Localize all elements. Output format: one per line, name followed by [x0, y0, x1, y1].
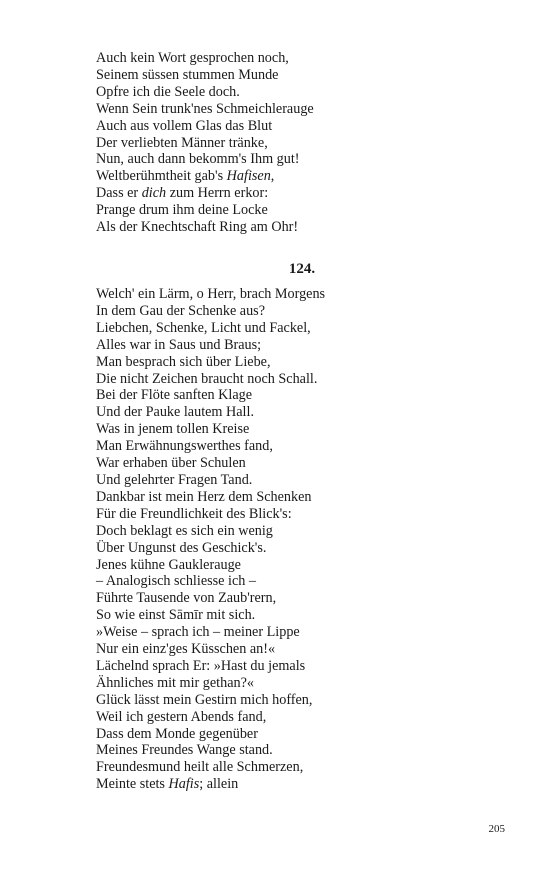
- verse-text: Und gelehrter Fragen Tand.: [96, 471, 253, 488]
- verse-line: [96, 641, 496, 658]
- verse-text: Alles war in Saus und Braus;: [96, 336, 262, 353]
- verse-line: [96, 438, 496, 455]
- verse-line: [96, 67, 496, 84]
- verse-text: ,: [270, 168, 275, 185]
- verse-line: [96, 219, 496, 236]
- verse-line: [96, 404, 496, 421]
- verse-line: [96, 607, 496, 624]
- verse-text: Dass er: [96, 185, 142, 202]
- verse-text: Wenn Sein trunk'nes Schmeichlerauge: [96, 100, 314, 117]
- verse-text: Bei der Flöte sanften Klage: [96, 387, 253, 404]
- verse-text: – Analogisch schliesse ich –: [96, 573, 256, 590]
- verse-line: [96, 742, 496, 759]
- verse-line: [96, 590, 496, 607]
- verse-line: [96, 523, 496, 540]
- verse-line: [96, 692, 496, 709]
- italic-text: Hafis: [168, 776, 200, 793]
- verse-text: zum Herrn erkor:: [166, 185, 269, 202]
- verse-line: [96, 135, 496, 152]
- verse-text: So wie einst Sāmīr mit sich.: [96, 607, 256, 624]
- verse-text: Glück lässt mein Gestirn mich hoffen,: [96, 691, 313, 708]
- verse-line: [96, 506, 496, 523]
- verse-line: [96, 354, 496, 371]
- verse-line: [96, 472, 496, 489]
- verse-text: Auch aus vollem Glas das Blut: [96, 117, 273, 134]
- verse-text: Nun, auch dann bekomm's Ihm gut!: [96, 151, 300, 168]
- verse-text: Nur ein einz'ges Küsschen an!«: [96, 641, 276, 658]
- verse-line: [96, 624, 496, 641]
- verse-text: Man besprach sich über Liebe,: [96, 353, 271, 370]
- verse-line: [96, 50, 496, 67]
- verse-text: Was in jenem tollen Kreise: [96, 421, 250, 438]
- verse-text: Prange drum ihm deine Locke: [96, 202, 268, 219]
- verse-text: Für die Freundlichkeit des Blick's:: [96, 505, 292, 522]
- verse-line: [96, 101, 496, 118]
- verse-text: ; allein: [199, 776, 239, 793]
- verse-text: War erhaben über Schulen: [96, 455, 246, 472]
- verse-line: [96, 185, 496, 202]
- poem-124-text: [96, 286, 496, 793]
- verse-text: Der verliebten Männer tränke,: [96, 134, 268, 151]
- verse-line: [96, 337, 496, 354]
- italic-text: Hafisen: [226, 168, 271, 185]
- verse-text: Dankbar ist mein Herz dem Schenken: [96, 488, 312, 505]
- verse-line: [96, 658, 496, 675]
- verse-text: In dem Gau der Schenke aus?: [96, 302, 266, 319]
- verse-text: Dass dem Monde gegenüber: [96, 725, 258, 742]
- verse-text: Man Erwähnungswerthes fand,: [96, 438, 273, 455]
- verse-text: Opfre ich die Seele doch.: [96, 83, 240, 100]
- verse-text: Freundesmund heilt alle Schmerzen,: [96, 759, 304, 776]
- verse-line: [96, 320, 496, 337]
- verse-text: Ähnliches mit mir gethan?«: [96, 674, 254, 691]
- verse-line: [96, 489, 496, 506]
- verse-text: Liebchen, Schenke, Licht und Fackel,: [96, 319, 311, 336]
- verse-text: Als der Knechtschaft Ring am Ohr!: [96, 219, 299, 236]
- verse-line: [96, 151, 496, 168]
- verse-text: Auch kein Wort gesprochen noch,: [96, 50, 289, 66]
- verse-line: [96, 303, 496, 320]
- italic-text: dich: [141, 185, 167, 202]
- verse-text: Lächelnd sprach Er: »Hast du jemals: [96, 657, 306, 674]
- verse-line: [96, 573, 496, 590]
- verse-line: [96, 776, 496, 793]
- verse-line: [96, 118, 496, 135]
- verse-line: [96, 455, 496, 472]
- verse-line: [96, 371, 496, 388]
- verse-text: Und der Pauke lautem Hall.: [96, 404, 254, 421]
- verse-text: Die nicht Zeichen braucht noch Schall.: [96, 370, 318, 387]
- verse-line: [96, 557, 496, 574]
- verse-text: Welch' ein Lärm, o Herr, brach Morgens: [96, 286, 326, 302]
- verse-line: [96, 726, 496, 743]
- verse-text: Über Ungunst des Geschick's.: [96, 539, 267, 556]
- page-number: 205: [488, 823, 505, 835]
- verse-text: Weltberühmtheit gab's: [96, 168, 227, 185]
- verse-text: Jenes kühne Gauklerauge: [96, 556, 241, 573]
- verse-text: Meines Freundes Wange stand.: [96, 742, 273, 759]
- verse-line: [96, 421, 496, 438]
- verse-line: [96, 675, 496, 692]
- verse-text: Doch beklagt es sich ein wenig: [96, 522, 273, 539]
- verse-line: [96, 709, 496, 726]
- verse-line: [96, 286, 496, 303]
- poem-number: 124.: [288, 261, 316, 277]
- poem-continuation: [96, 50, 496, 236]
- verse-line: [96, 202, 496, 219]
- verse-line: [96, 387, 496, 404]
- verse-text: Führte Tausende von Zaub'rern,: [96, 590, 277, 607]
- verse-line: [96, 168, 496, 185]
- verse-text: »Weise – sprach ich – meiner Lippe: [96, 624, 300, 641]
- verse-line: [96, 84, 496, 101]
- verse-text: Meinte stets: [96, 776, 169, 793]
- verse-text: Seinem süssen stummen Munde: [96, 66, 279, 83]
- verse-line: [96, 759, 496, 776]
- verse-text: Weil ich gestern Abends fand,: [96, 708, 267, 725]
- verse-line: [96, 540, 496, 557]
